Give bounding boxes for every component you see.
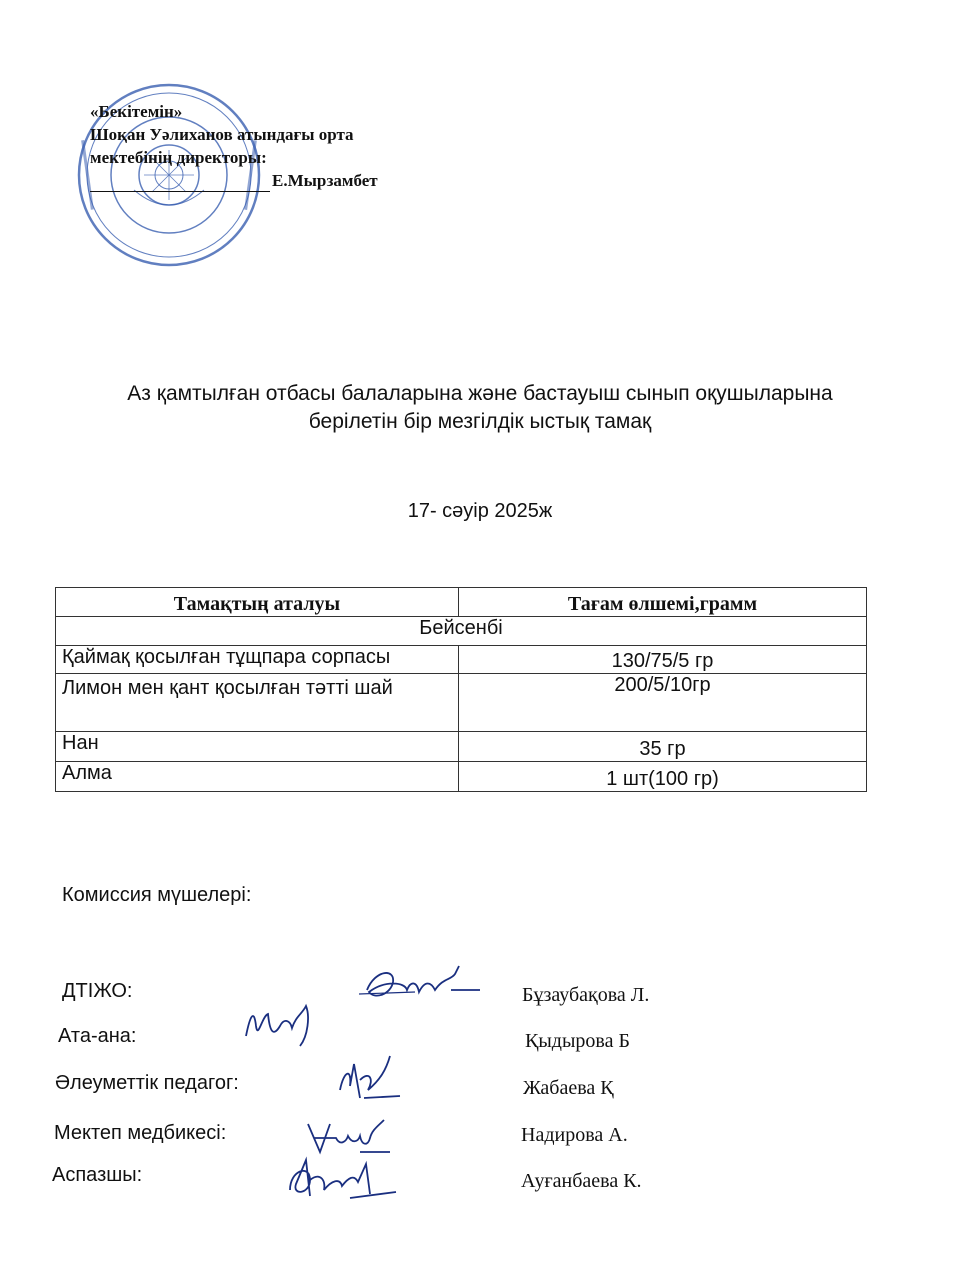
commission-heading: Комиссия мүшелері: — [62, 884, 252, 906]
table-header-row — [56, 588, 867, 617]
signature-2 — [240, 996, 330, 1056]
table-day-row — [56, 617, 867, 646]
director-name: Е.Мырзамбет — [272, 171, 378, 190]
approval-position-line: мектебінің директоры: — [90, 148, 267, 167]
signature-5 — [280, 1150, 400, 1210]
member-role: Мектеп медбикесі: — [54, 1122, 227, 1144]
header-dish-name: Тамақтың аталуы — [56, 588, 459, 617]
member-name: Ауғанбаева К. — [521, 1170, 642, 1192]
member-name: Надирова А. — [521, 1124, 628, 1146]
dish-portion: 1 шт(100 гр) — [459, 762, 867, 792]
table-row — [56, 762, 867, 792]
dish-portion: 200/5/10гр — [459, 674, 867, 732]
member-role: Ата-ана: — [58, 1025, 137, 1047]
member-role: Аспазшы: — [52, 1164, 143, 1186]
signature-1 — [355, 960, 485, 1010]
table-row — [56, 646, 867, 674]
signature-underline — [90, 191, 270, 192]
table-row — [56, 674, 867, 732]
member-name: Жабаева Қ — [523, 1077, 614, 1099]
approval-school-line: Шоқан Уәлиханов атындағы орта — [90, 125, 354, 144]
title-line-1: Аз қамтылған отбасы балаларына және бастауыш сынып оқушыларына — [127, 382, 833, 405]
document-title — [60, 380, 900, 436]
approval-block — [90, 100, 378, 192]
dish-name: Қаймақ қосылған тұщпара сорпасы — [56, 646, 459, 674]
title-line-2: берілетін бір мезгілдік ыстық тамақ — [308, 410, 652, 433]
table-row — [56, 732, 867, 762]
member-name: Бұзаубақова Л. — [522, 984, 650, 1006]
dish-name: Нан — [56, 732, 459, 762]
header-portion: Тағам өлшемі,грамм — [459, 588, 867, 617]
document-date: 17- сәуір 2025ж — [407, 500, 553, 522]
dish-portion: 130/75/5 гр — [459, 646, 867, 674]
dish-name: Алма — [56, 762, 459, 792]
signature-3 — [330, 1050, 410, 1110]
member-role: ДТІЖО: — [62, 980, 133, 1002]
day-label: Бейсенбі — [56, 617, 867, 646]
member-name: Қыдырова Б — [525, 1030, 630, 1052]
dish-portion: 35 гр — [459, 732, 867, 762]
approval-signature-line — [90, 169, 378, 192]
member-role: Әлеуметтік педагог: — [55, 1072, 239, 1094]
approved-label: «Бекітемін» — [90, 102, 183, 121]
dish-name: Лимон мен қант қосылған тәтті шай — [56, 674, 459, 732]
menu-table — [55, 587, 867, 792]
